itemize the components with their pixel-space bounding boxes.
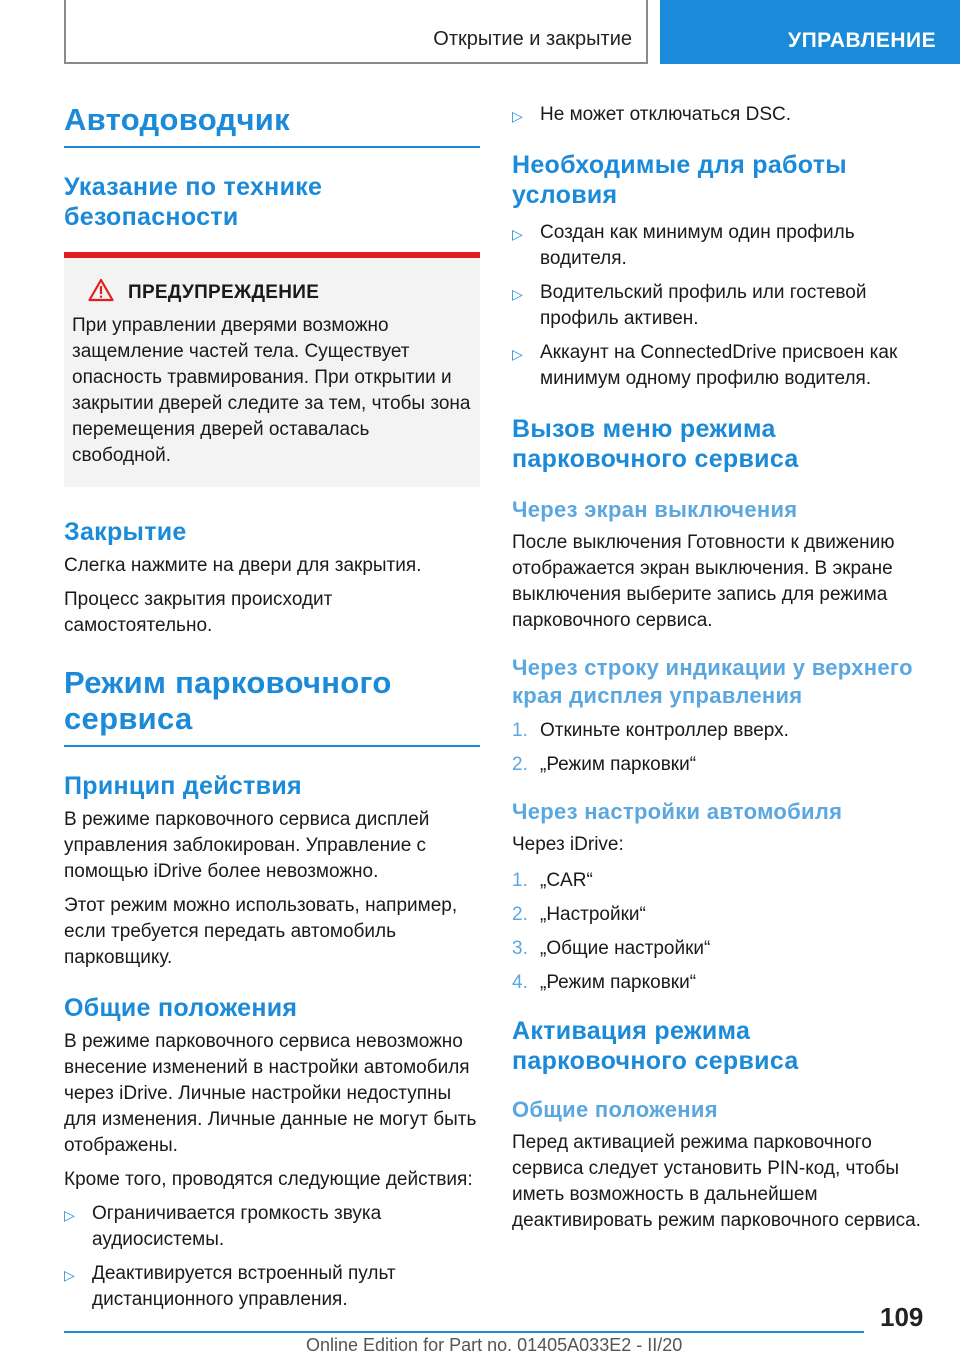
bullet-triangle-icon: ▷ (512, 286, 523, 302)
heading-menu-call: Вызов меню режима парковочного сервиса (512, 415, 799, 473)
footer-divider (64, 1331, 864, 1333)
heading-activation: Активация режима парковочного сервиса (512, 1017, 799, 1075)
activation-paragraph: Перед активацией режима парковочного сервиса следует установить PIN-код, чтобы иметь возможность в дальнейшем деактивировать режим парковочного сервиса. (512, 1132, 921, 1231)
heading-conditions: Необходимые для работы условия (512, 151, 847, 209)
bullet-triangle-icon: ▷ (512, 226, 523, 242)
list-item: 4. „Режим парковки“ (512, 972, 697, 993)
principle-paragraph-2: Этот режим можно использовать, например, если требуется передать автомобиль парковщику. (64, 895, 458, 968)
general-paragraph-1: В режиме парковочного сервиса невозможно внесение изменений в настройки автомобиля через iDrive. Личные настройки недоступны для изменения. Личные данные не могут быть отображены. (64, 1031, 477, 1156)
list-item: 2. „Режим парковки“ (512, 754, 697, 775)
conditions-list (512, 220, 932, 392)
header-chapter-title: УПРАВЛЕНИЕ (788, 29, 937, 52)
warning-text: При управлении дверями возможно защемление частей тела. Существует опасность травмирования. При открытии и закрытии дверей следите за тем, чтобы зона перемещения дверей оставалась свободной. (72, 315, 471, 466)
settings-paragraph: Через iDrive: (512, 834, 624, 855)
heading-safety: Указание по технике безопасности (64, 173, 323, 231)
bullet-triangle-icon: ▷ (512, 108, 523, 124)
warning-box (64, 252, 480, 487)
header-section-title: Открытие и закрытие (433, 28, 632, 50)
principle-paragraph-1: В режиме парковочного сервиса дисплей управления заблокирован. Управление с помощью iDrive более невозможно. (64, 809, 430, 882)
warning-title: ПРЕДУПРЕЖДЕНИЕ (128, 281, 320, 303)
bullet-triangle-icon: ▷ (64, 1267, 75, 1283)
general-bullet-list (64, 1201, 480, 1313)
dsc-bullet-list (512, 102, 932, 128)
bullet-triangle-icon: ▷ (512, 346, 523, 362)
list-item: ▷ Деактивируется встроенный пульт дистанционного управления. (64, 1263, 396, 1310)
page-number: 109 (880, 1302, 924, 1332)
warning-triangle-icon (88, 278, 114, 307)
closing-paragraph-2: Процесс закрытия происходит самостоятельно. (64, 589, 333, 636)
heading-closing: Закрытие (64, 518, 187, 546)
heading-via-status-bar: Через строку индикации у верхнего края дисплея управления (512, 655, 913, 708)
list-item: ▷ Не может отключаться DSC. (512, 102, 932, 128)
list-item: ▷ Аккаунт на ConnectedDrive присвоен как минимум одному профилю водителя. (512, 342, 898, 389)
status-steps-list (512, 718, 932, 778)
header-chapter-tab (660, 0, 960, 64)
left-column (64, 102, 480, 1313)
list-item: 2. „Настройки“ (512, 904, 646, 925)
heading-auto-closer: Автодоводчик (64, 102, 480, 148)
heading-valet-mode: Режим парковочного сервиса (64, 665, 480, 747)
heading-activation-general: Общие положения (512, 1097, 718, 1122)
heading-general: Общие положения (64, 994, 298, 1022)
right-column (512, 102, 932, 1234)
heading-via-shutdown-screen: Через экран выключения (512, 497, 798, 522)
list-item: ▷ Создан как минимум один профиль водителя. (512, 222, 855, 269)
list-item: ▷ Ограничивается громкость звука аудиосистемы. (64, 1203, 382, 1250)
list-item: 1. Откиньте контроллер вверх. (512, 720, 789, 741)
list-item: 3. „Общие настройки“ (512, 938, 711, 959)
closing-paragraph-1: Слегка нажмите на двери для закрытия. (64, 555, 422, 576)
heading-via-vehicle-settings: Через настройки автомобиля (512, 799, 843, 824)
shutdown-screen-paragraph: После выключения Готовности к движению отображается экран выключения. В экране выключения выберите запись для режима парковочного сервиса. (512, 532, 895, 631)
footer-edition-text: Online Edition for Part no. 01405A033E2 - II/20 (306, 1335, 683, 1355)
header-section-tab (64, 0, 648, 64)
list-item: 1. „CAR“ (512, 870, 593, 891)
settings-steps-list (512, 868, 932, 996)
bullet-triangle-icon: ▷ (64, 1207, 75, 1223)
warning-header (88, 278, 472, 307)
list-item: ▷ Водительский профиль или гостевой профиль активен. (512, 282, 867, 329)
general-paragraph-2: Кроме того, проводятся следующие действия: (64, 1169, 473, 1190)
heading-principle: Принцип действия (64, 772, 302, 800)
